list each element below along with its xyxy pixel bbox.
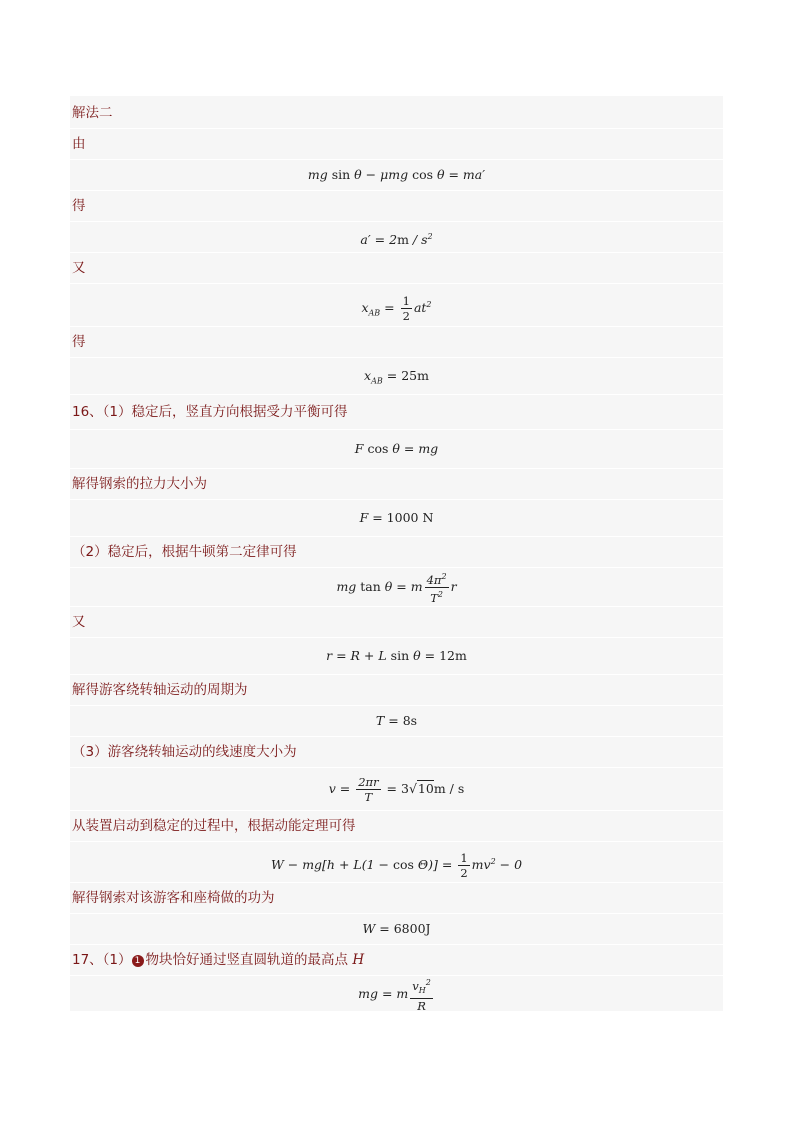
formula-2: $a' = 2m / s^2$ [70,222,723,253]
line-7: 解得钢索的拉力大小为 [70,469,725,500]
formula-12: W = 6800J [70,914,723,945]
formula-4: $x_{AB} = 25m$ [70,358,723,395]
line-14: 17、（1） 1 物块恰好通过竖直圆轨道的最高点 H [70,945,725,976]
formula-1: mg sin θ − μmg cos θ = ma′ [70,160,723,191]
formula-8: r = R + L sin θ = 12m [70,638,723,675]
line-5: 得 [70,327,725,358]
line-9: 又 [70,607,725,638]
line-10: 解得游客绕转轴运动的周期为 [70,675,725,706]
formula-10: v = $\frac{2\pi r}{T}$ = 3√10m / s [70,768,723,811]
formula-7: mg tan θ = m $\frac{4\pi^2}{T^2}$ r [70,568,723,607]
circled-one-icon: 1 [132,955,144,967]
formula-6: F = 1000 N [70,500,723,537]
formula-11: W − mg[h + L(1 − cos Θ)] = $\frac{1}{2}$ $mv^2 - 0$ [70,842,723,883]
formula-5: F cos θ = mg [70,430,723,469]
solution-sheet [70,96,723,1014]
line-4: 又 [70,253,725,284]
line-2: 由 [70,129,725,160]
formula-3: $x_{AB}$ = $\frac{1}{2}$ $at^2$ [70,284,723,327]
line-1: 解法二 [70,98,725,129]
line-13: 解得钢索对该游客和座椅做的功为 [70,883,725,914]
line-8: （2）稳定后，根据牛顿第二定律可得 [70,537,725,568]
line-12: 从装置启动到稳定的过程中，根据动能定理可得 [70,811,725,842]
line-6: 16、（1）稳定后，竖直方向根据受力平衡可得 [70,395,725,430]
line-3: 得 [70,191,725,222]
formula-13: mg = m $\frac{v_H^2}{R}$ [358,978,431,1014]
formula-9: T = 8s [70,706,723,737]
line-11: （3）游客绕转轴运动的线速度大小为 [70,737,725,768]
